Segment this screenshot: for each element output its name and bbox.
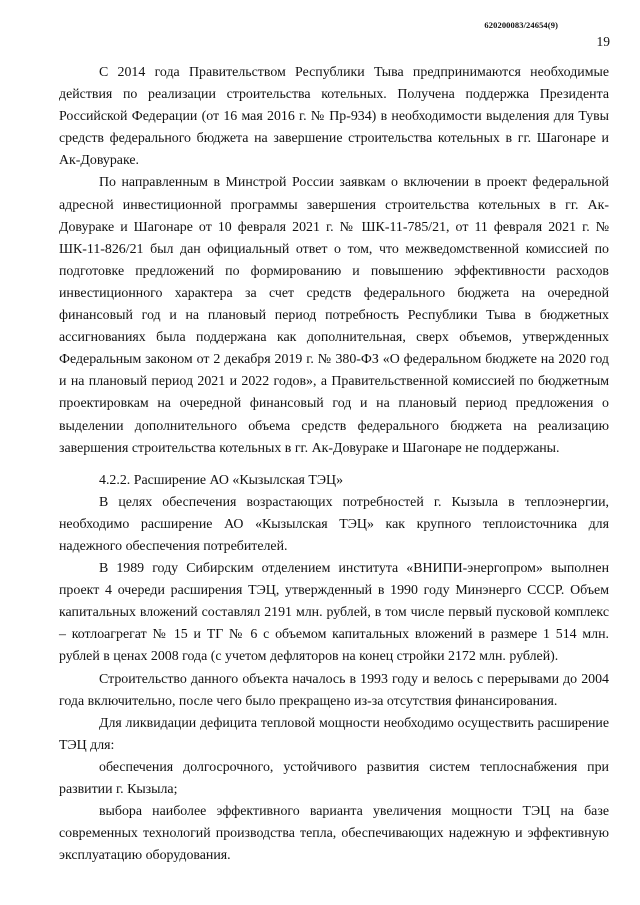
document-body [59,62,609,867]
paragraph: Строительство данного объекта началось в 1993 году и велось с перерывами до 2004 года включительно, после чего было прекращено из-за отсутствия финансирования. [59,671,609,709]
section-heading: 4.2.2. Расширение АО «Кызылская ТЭЦ» [99,472,344,488]
page-number: 19 [596,34,610,49]
paragraph: В целях обеспечения возрастающих потребностей г. Кызыла в теплоэнергии, необходимо расширение АО «Кызылская ТЭЦ» как крупного теплоисточника для надежного обеспечения потребителей. [59,494,609,554]
paragraph: выбора наиболее эффективного варианта увеличения мощности ТЭЦ на базе современных технологий производства тепла, обеспечивающих надежную и эффективную эксплуатацию оборудования. [59,804,609,864]
paragraph: С 2014 года Правительством Республики Тыва предпринимаются необходимые действия по реализации строительства котельных. Получена поддержка Президента Российской Федерации (от 16 мая 2016 г. № Пр-934) в необходимости выделения для Тувы средств федерального бюджета на завершение строительства котельных в гг. Шагонаре и Ак-Довураке. [59,65,609,169]
document-id: 620200083/24654(9) [484,20,558,30]
paragraph: Для ликвидации дефицита тепловой мощности необходимо осуществить расширение ТЭЦ для: [59,715,609,753]
paragraph: В 1989 году Сибирским отделением института «ВНИПИ-энергопром» выполнен проект 4 очереди расширения ТЭЦ, утвержденный в 1990 году Минэнерго СССР. Объем капитальных вложений составлял 2191 млн. рублей, в том числе первый пусковой комплекс – котлоагрегат № 15 и ТГ № 6 с объемом капитальных вложений в размере 1 514 млн. рублей в ценах 2008 года (с учетом дефляторов на конец стройки 2172 млн. рублей). [59,561,609,665]
paragraph: По направленным в Минстрой России заявкам о включении в проект федеральной адресной инвестиционной программы завершения строительства котельных в гг. Ак-Довураке и Шагонаре от 10 февраля 2021 г. № ШК-11-785/21, от 11 февраля 2021 г. № ШК-11-826/21 был дан официальный ответ о том, что межведомственной комиссией по подготовке предложений по формированию и повышению эффективности расходов инвестиционного характера за счет средств федерального бюджета на очередной финансовый год и на плановый период потребность Республики Тыва в бюджетных ассигнованиях была поддержана как дополнительная, сверх объемов, утвержденных Федеральным законом от 2 декабря 2019 г. № 380-ФЗ «О федеральном бюджете на 2020 год и на плановый период 2021 и 2022 годов», а Правительственной комиссией по бюджетным проектировкам на очередной финансовый год и на плановый период предложения о выделении дополнительного объема средств федерального бюджета на реализацию завершения строительства котельных в гг. Ак-Довураке и Шагонаре не поддержаны. [59,175,609,456]
paragraph: обеспечения долгосрочного, устойчивого развития систем теплоснабжения при развитии г. Кызыла; [59,759,609,797]
